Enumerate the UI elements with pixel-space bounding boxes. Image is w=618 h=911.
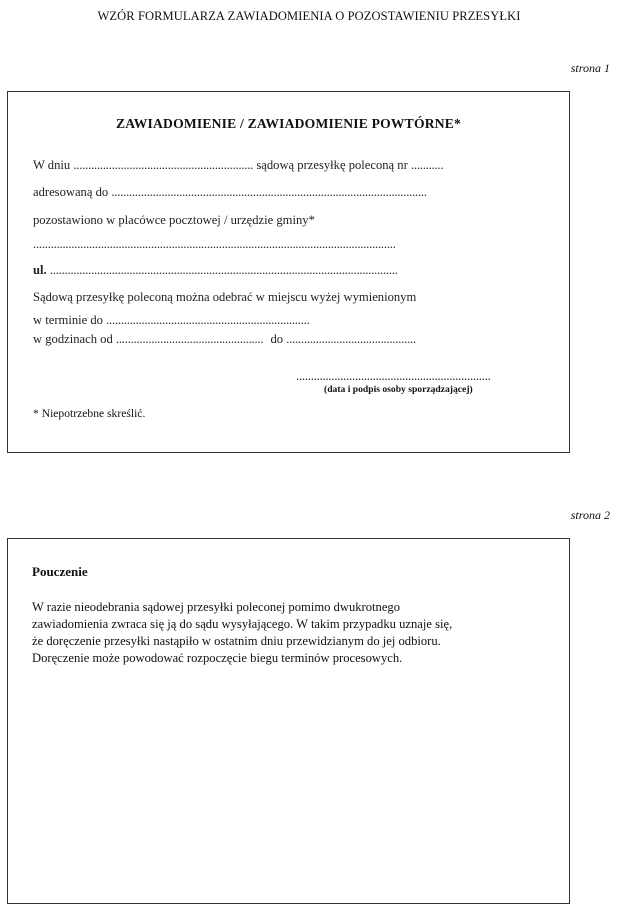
hours-line <box>33 332 416 347</box>
date-label: W dniu <box>33 158 71 172</box>
deadline-line <box>33 313 310 328</box>
date-and-number-line <box>33 158 443 173</box>
shipment-number-field[interactable]: ........... <box>410 158 444 172</box>
instruction-body <box>32 599 562 667</box>
footnote: * Niepotrzebne skreślić. <box>33 407 146 420</box>
form-title: ZAWIADOMIENIE / ZAWIADOMIENIE POWTÓRNE* <box>115 116 462 131</box>
street-field[interactable]: ...................................................................................................................... <box>49 263 398 277</box>
instruction-line: Doręczenie może powodować rozpoczęcie biegu terminów procesowych. <box>32 651 403 665</box>
notice-form-page-2 <box>7 538 570 904</box>
page-label-2: strona 2 <box>570 508 610 522</box>
instruction-line: że doręczenie przesyłki nastąpiło w ostatnim dniu przewidzianym do jej odbioru. <box>32 634 441 648</box>
left-at-line: pozostawiono w placówce pocztowej / urzędzie gminy* <box>33 213 315 227</box>
street-label: ul. <box>33 263 47 277</box>
hours-to-field[interactable]: ............................................ <box>286 332 416 346</box>
street-line <box>33 263 398 278</box>
signature-caption: (data i podpis osoby sporządzającej) <box>324 384 473 395</box>
addressee-line <box>33 185 427 200</box>
addressee-label: adresowaną do <box>33 185 109 199</box>
pickup-info-line: Sądową przesyłkę poleconą można odebrać w miejscu wyżej wymienionym <box>33 290 417 304</box>
hours-from-label: w godzinach od <box>33 332 113 346</box>
instruction-line: zawiadomienia zwraca się ją do sądu wysyłającego. W takim przypadku uznaje się, <box>32 617 453 631</box>
hours-from-field[interactable]: .................................................. <box>115 332 264 346</box>
deadline-label: w terminie do <box>33 313 103 327</box>
addressee-field[interactable]: ........................................................................................................... <box>111 185 427 199</box>
location-field[interactable]: ........................................................................................................................... <box>33 237 396 251</box>
page-label-1: strona 1 <box>570 61 610 75</box>
deadline-field[interactable]: ..................................................................... <box>106 313 310 327</box>
document-title: WZÓR FORMULARZA ZAWIADOMIENIA O POZOSTAWIENIU PRZESYŁKI <box>97 9 521 23</box>
hours-to-label: do <box>270 332 284 346</box>
signature-field[interactable]: .................................................................. <box>296 369 491 383</box>
instruction-heading: Pouczenie <box>32 564 88 579</box>
notice-form-page-1 <box>7 91 570 453</box>
instruction-line: W razie nieodebrania sądowej przesyłki poleconej pomimo dwukrotnego <box>32 600 401 614</box>
shipment-label: sądową przesyłkę poleconą nr <box>256 158 408 172</box>
date-field[interactable]: ............................................................. <box>73 158 254 172</box>
